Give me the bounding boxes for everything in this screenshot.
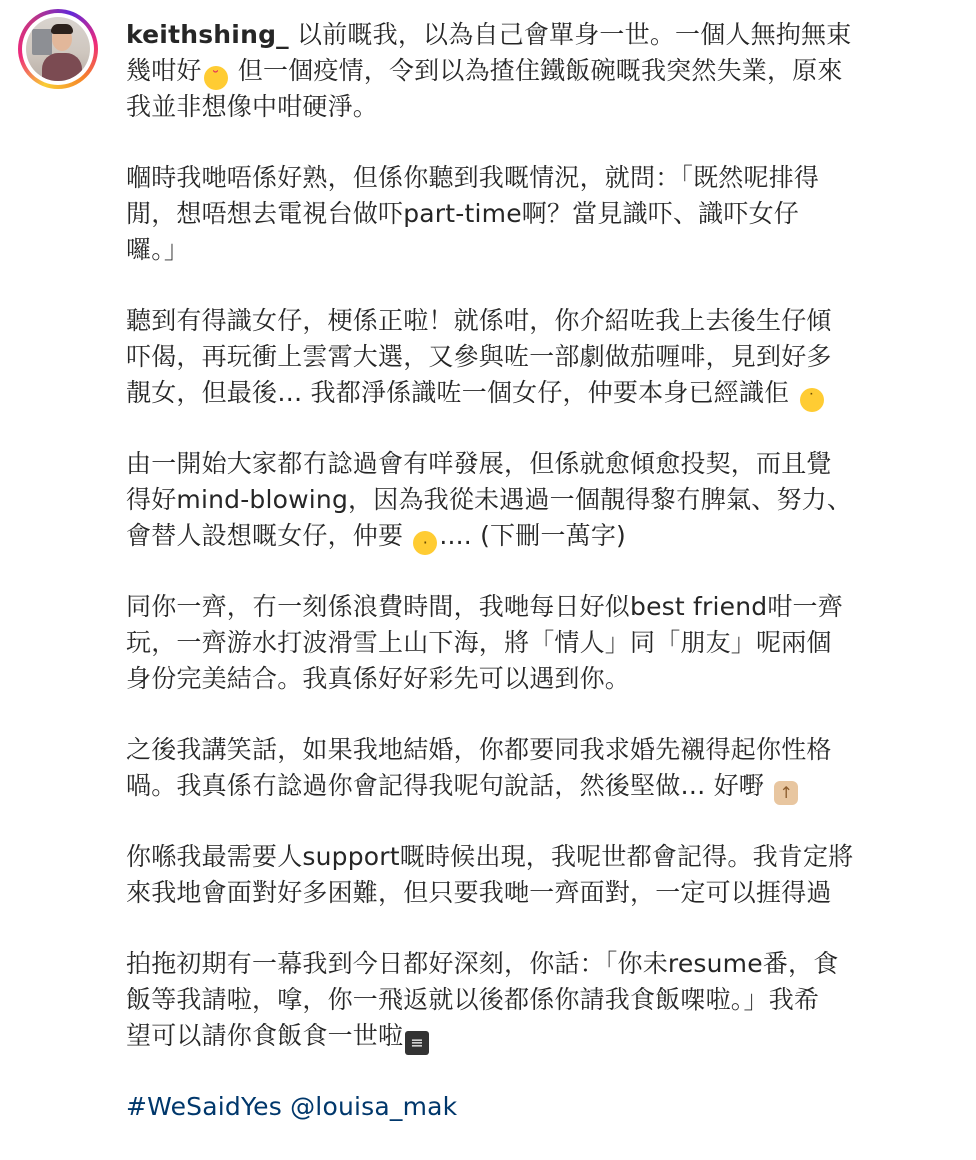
caption-text: 吓偈，再玩衝上雲霄大選，又參與咗一部劇做茄喱啡，見到好多: [126, 342, 832, 371]
caption-line: [126, 661, 926, 697]
caption-text: 同你一齊，冇一刻係浪費時間，我哋每日好似best friend咁一齊: [126, 592, 843, 621]
avatar-border: [22, 13, 94, 85]
caption-line: [126, 160, 926, 196]
caption-text: 飯等我請啦，嗱，你一飛返就以後都係你請我食飯㗎啦。」我希: [126, 985, 820, 1014]
caption-text: 你喺我最需要人support嘅時候出現，我呢世都會記得。我肯定將: [126, 842, 854, 871]
caption-paragraph-4: [126, 446, 926, 554]
caption-paragraph-2: [126, 160, 926, 268]
caption-text: .... (下刪一萬字): [439, 521, 627, 550]
caption-paragraph-1: [126, 17, 926, 125]
caption-line: [126, 482, 926, 518]
caption-tags: [126, 1089, 926, 1125]
caption-text: 之後我講笑話，如果我地結婚，你都要同我求婚先襯得起你性格: [126, 735, 832, 764]
tongue-emoji-icon: ˘: [204, 66, 228, 90]
avatar[interactable]: [26, 17, 90, 81]
username-link[interactable]: keithshing_: [126, 20, 289, 49]
caption-line: [126, 53, 926, 89]
caption-line: [126, 589, 926, 625]
caption-text: 玩，一齊游水打波滑雪上山下海，將「情人」同「朋友」呢兩個: [126, 628, 832, 657]
caption-line: [126, 875, 926, 911]
caption-paragraph-5: [126, 589, 926, 697]
caption-text: 聽到有得識女仔，梗係正啦！就係咁，你介紹咗我上去後生仔傾: [126, 306, 832, 335]
caption-line: [126, 518, 926, 554]
post-caption: [126, 17, 926, 1160]
caption-line: [126, 339, 926, 375]
caption-paragraph-3: [126, 303, 926, 411]
black-heart-icon: ≡: [405, 1031, 429, 1055]
caption-paragraph-6: [126, 732, 926, 804]
caption-text: 望可以請你食飯食一世啦: [126, 1021, 404, 1050]
caption-text: 我並非想像中咁硬淨。: [126, 92, 379, 121]
caption-line: [126, 946, 926, 982]
avatar-hair: [51, 24, 73, 34]
caption-text: 嗰時我哋唔係好熟，但係你聽到我嘅情況，就問：「既然呢排得: [126, 163, 820, 192]
caption-line: [126, 732, 926, 768]
avatar-story-ring[interactable]: [18, 9, 98, 89]
caption-line: [126, 17, 926, 53]
caption-line: [126, 196, 926, 232]
caption-text: 得好mind-blowing，因為我從未遇過一個靚得黎冇脾氣、努力、: [126, 485, 853, 514]
confused-face-icon: ˙: [800, 388, 824, 412]
caption-paragraph-8: [126, 946, 926, 1054]
caption-text: 身份完美結合。我真係好好彩先可以遇到你。: [126, 664, 631, 693]
caption-line: [126, 303, 926, 339]
caption-text: 由一開始大家都冇諗過會有咩發展，但係就愈傾愈投契，而且覺: [126, 449, 832, 478]
avatar-background-shelf: [32, 29, 52, 55]
caption-text: 來我地會面對好多困難，但只要我哋一齊面對，一定可以捱得過: [126, 878, 832, 907]
caption-line: [126, 1089, 926, 1125]
caption-line: [126, 768, 926, 804]
caption-line: [126, 375, 926, 411]
hush-face-icon: ·: [413, 531, 437, 555]
caption-line: [126, 982, 926, 1018]
caption-line: [126, 625, 926, 661]
caption-paragraph-7: [126, 839, 926, 911]
caption-text: 拍拖初期有一幕我到今日都好深刻，你話：「你未resume番，食: [126, 949, 839, 978]
caption-text: 幾咁好: [126, 56, 202, 85]
caption-line: [126, 1018, 926, 1054]
caption-text: 以前嘅我，以為自己會單身一世。一個人無拘無束: [297, 20, 852, 49]
caption-text: 閒，想唔想去電視台做吓part-time啊？當見識吓、識吓女仔: [126, 199, 799, 228]
caption-line: [126, 232, 926, 268]
thumbs-up-icon: ↑: [774, 781, 798, 805]
caption-text: 會替人設想嘅女仔，仲要: [126, 521, 404, 550]
caption-line: [126, 839, 926, 875]
avatar-torso: [42, 53, 82, 81]
caption-text: 但一個疫情，令到以為揸住鐵飯碗嘅我突然失業，原來: [237, 56, 843, 85]
caption-line: [126, 446, 926, 482]
hashtag-link[interactable]: #WeSaidYes: [126, 1092, 282, 1121]
caption-text: 靚女，但最後… 我都淨係識咗一個女仔，仲要本身已經識佢: [126, 378, 790, 407]
caption-text: 喎。我真係冇諗過你會記得我呢句說話，然後堅做… 好嘢: [126, 771, 765, 800]
caption-line: [126, 89, 926, 125]
mention-link[interactable]: @louisa_mak: [290, 1092, 458, 1121]
caption-text: 囉。」: [126, 235, 190, 264]
